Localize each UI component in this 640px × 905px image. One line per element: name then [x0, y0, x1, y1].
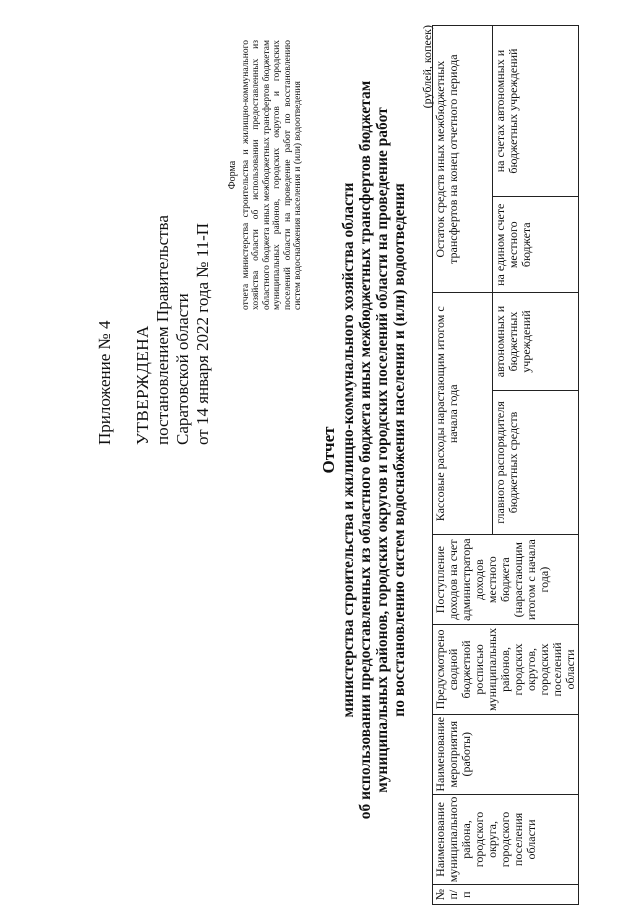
annex-number: Приложение № 4	[95, 320, 114, 445]
approval-stamp	[95, 145, 213, 445]
decree-line: постановлением Правительства	[153, 215, 172, 445]
header-planned: Предусмотрено сводной бюджетной росписью муниципальных районов, городских округов, городских поселений области	[433, 625, 579, 715]
report-line-3: муниципальных районов, городских округов и городских поселений области на проведение работ	[374, 107, 391, 793]
decree-date: от 14 января 2022 года № 11-П	[193, 222, 212, 445]
report-table	[432, 25, 579, 905]
header-expenses-auto: автономных и бюджетных учреждений	[492, 293, 578, 390]
currency-note: (рублей, копеек)	[420, 25, 434, 109]
region-line: Саратовской области	[173, 293, 192, 445]
header-event: Наименование мероприятия (работы)	[433, 714, 579, 794]
header-expenses: Кассовые расходы нарастающим итогом с начала года	[433, 293, 493, 535]
report-line-2: об использовании предоставленных из областного бюджета иных межбюджетных трансфертов бюджетам	[357, 80, 374, 820]
report-title: Отчет	[319, 426, 338, 474]
header-expenses-main: главного распорядителя бюджетных средств	[492, 390, 578, 534]
report-line-1: министерства строительства и жилищно-коммунального хозяйства области	[340, 182, 357, 718]
approved-label: УТВЕРЖДЕНА	[133, 325, 152, 445]
header-balance-single: на едином счете местного бюджета	[492, 197, 578, 293]
header-balance: Остаток средств иных межбюджетных трансфертов на конец отчетного периода	[433, 26, 493, 293]
table-header-row	[433, 26, 493, 905]
header-number: № п/п	[433, 885, 579, 905]
form-description	[228, 40, 304, 310]
report-heading	[320, 35, 408, 865]
report-line-4: по восстановлению систем водоснабжения населения и (или) водоотведения	[391, 183, 408, 717]
header-balance-accounts: на счетах автономных и бюджетных учреждений	[492, 26, 578, 197]
form-label: Форма	[227, 160, 238, 190]
header-received: Поступление доходов на счет администратора доходов местного бюджета (нарастающим итогом с начала года)	[433, 535, 579, 625]
header-municipality: Наименование муниципального района, городского округа, городского поселения области	[433, 794, 579, 885]
form-text: отчета министерства строительства и жилищно-коммунального хозяйства области об использовании предоставленных из областного бюджета иных межбюджетных трансфертов бюджетам муниципальных районов, городских округов и городских поселений области на проведение работ по восстановлению систем водоснабжения населения и (или) водоотведения	[240, 40, 303, 310]
